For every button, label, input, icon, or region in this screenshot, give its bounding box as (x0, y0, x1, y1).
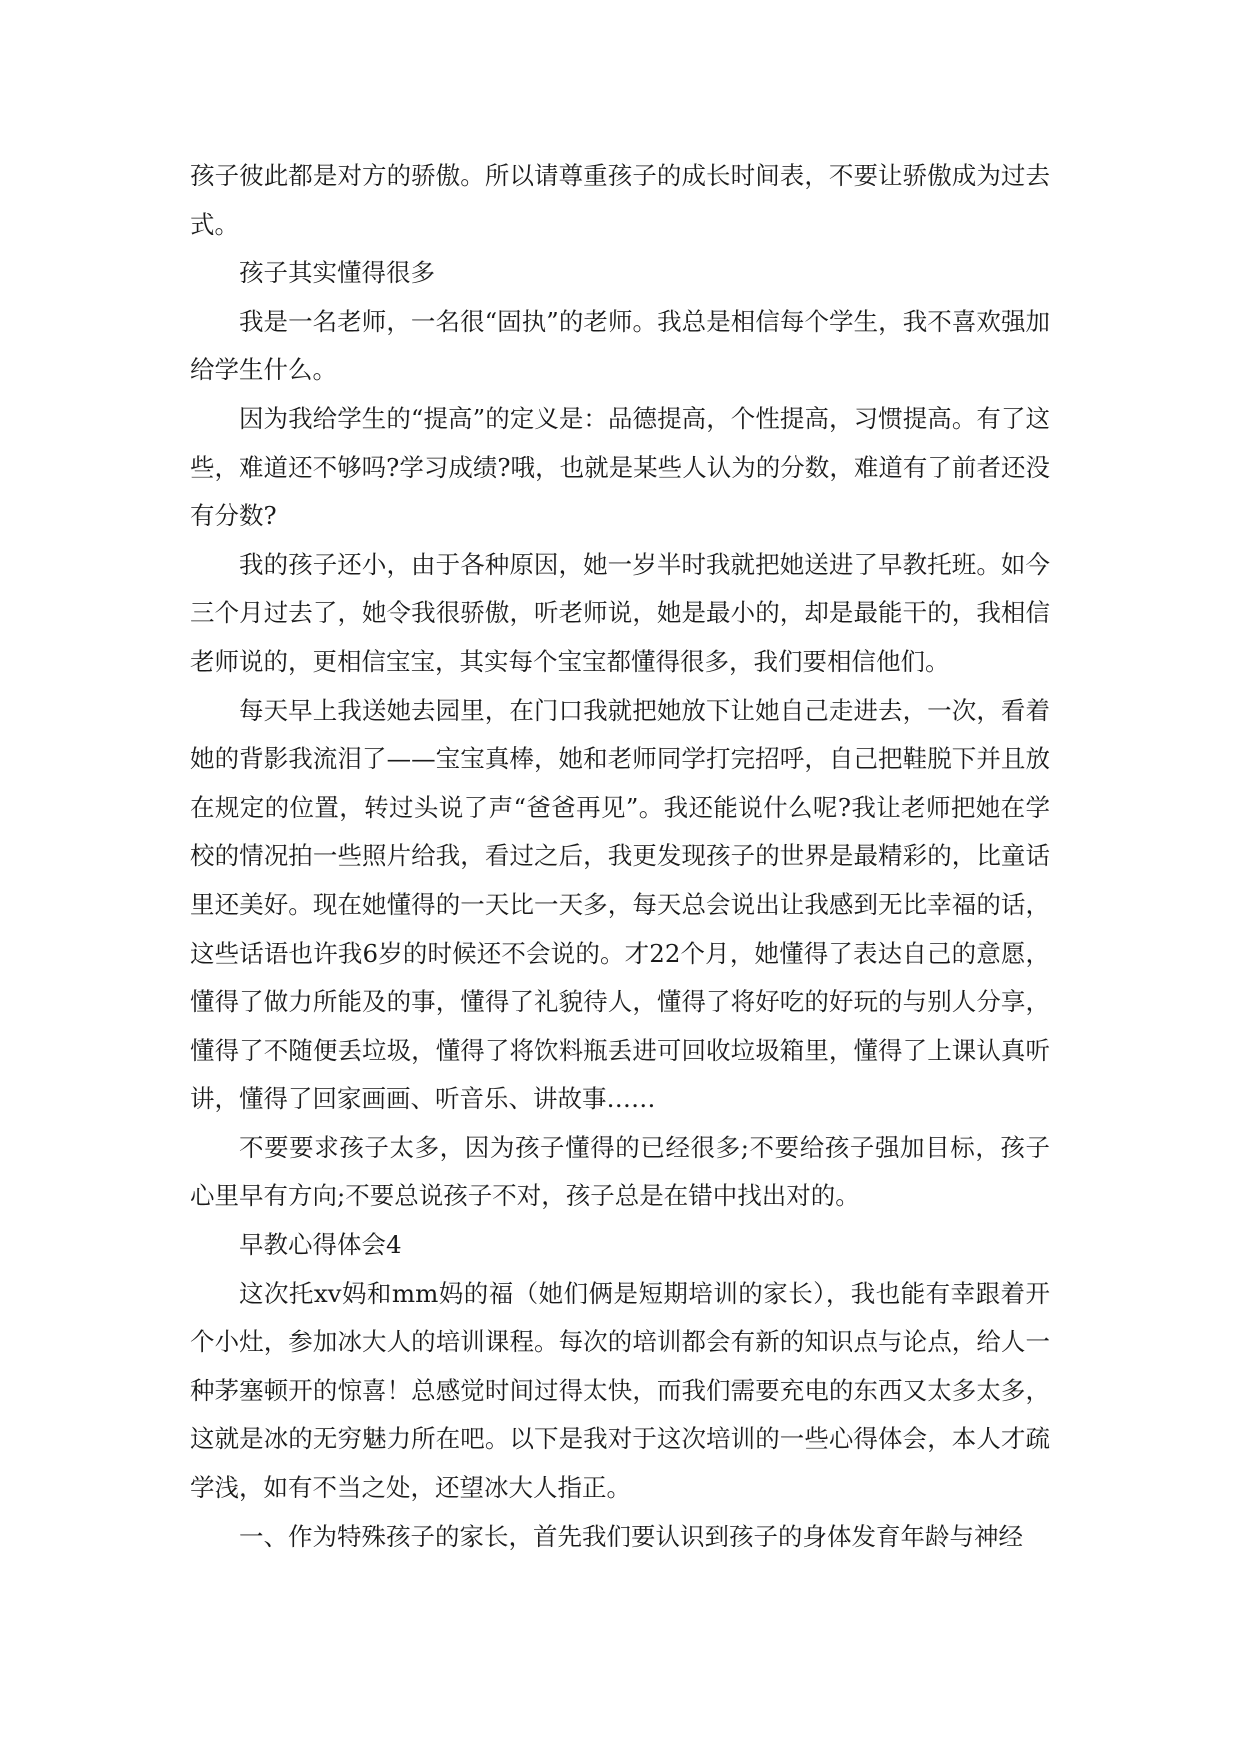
paragraph-4: 因为我给学生的“提高”的定义是：品德提高，个性提高，习惯提高。有了这些，难道还不够吗?学习成绩?哦，也就是某些人认为的分数，难道有了前者还没有分数? (190, 403, 1050, 531)
paragraph-1: 孩子彼此都是对方的骄傲。所以请尊重孩子的成长时间表，不要让骄傲成为过去式。 (190, 161, 1050, 239)
paragraph-7: 不要要求孩子太多，因为孩子懂得的已经很多;不要给孩子强加目标，孩子心里早有方向;不要总说孩子不对，孩子总是在错中找出对的。 (190, 1132, 1050, 1211)
paragraph-5: 我的孩子还小，由于各种原因，她一岁半时我就把她送进了早教托班。如今三个月过去了，她令我很骄傲，听老师说，她是最小的，却是最能干的，我相信老师说的，更相信宝宝，其实每个宝宝都懂得很多，我们要相信他们。 (190, 549, 1050, 676)
paragraph-9: 这次托xv妈和mm妈的福（她们俩是短期培训的家长），我也能有幸跟着开个小灶，参加冰大人的培训课程。每次的培训都会有新的知识点与论点，给人一种茅塞顿开的惊喜！总感觉时间过得太快，而我们需要充电的东西又太多太多，这就是冰的无穷魅力所在吧。以下是我对于这次培训的一些心得体会，本人才疏学浅，如有不当之处，还望冰大人指正。 (190, 1278, 1050, 1503)
section-heading-children-understand: 孩子其实懂得很多 (239, 258, 435, 288)
paragraph-6: 每天早上我送她去园里，在门口我就把她放下让她自己走进去，一次，看着她的背影我流泪了——宝宝真棒，她和老师同学打完招呼，自己把鞋脱下并且放在规定的位置，转过头说了声“爸爸再见”。我还能说什么呢?我让老师把她在学校的情况拍一些照片给我，看过之后，我更发现孩子的世界是最精彩的，比童话里还美好。现在她懂得的一天比一天多，每天总会说出让我感到无比幸福的话，这些话语也许我6岁的时候还不会说的。才22个月，她懂得了表达自己的意愿，懂得了做力所能及的事，懂得了礼貌待人，懂得了将好吃的好玩的与别人分享，懂得了不随便丢垃圾，懂得了将饮料瓶丢进可回收垃圾箱里，懂得了上课认真听讲，懂得了回家画画、听音乐、讲故事…… (190, 695, 1050, 1114)
document-page (190, 152, 1050, 1561)
paragraph-10: 一、作为特殊孩子的家长，首先我们要认识到孩子的身体发育年龄与神经 (239, 1521, 1023, 1551)
paragraph-3: 我是一名老师，一名很“固执”的老师。我总是相信每个学生，我不喜欢强加给学生什么。 (190, 306, 1050, 385)
section-heading-early-education-4: 早教心得体会4 (239, 1230, 402, 1260)
